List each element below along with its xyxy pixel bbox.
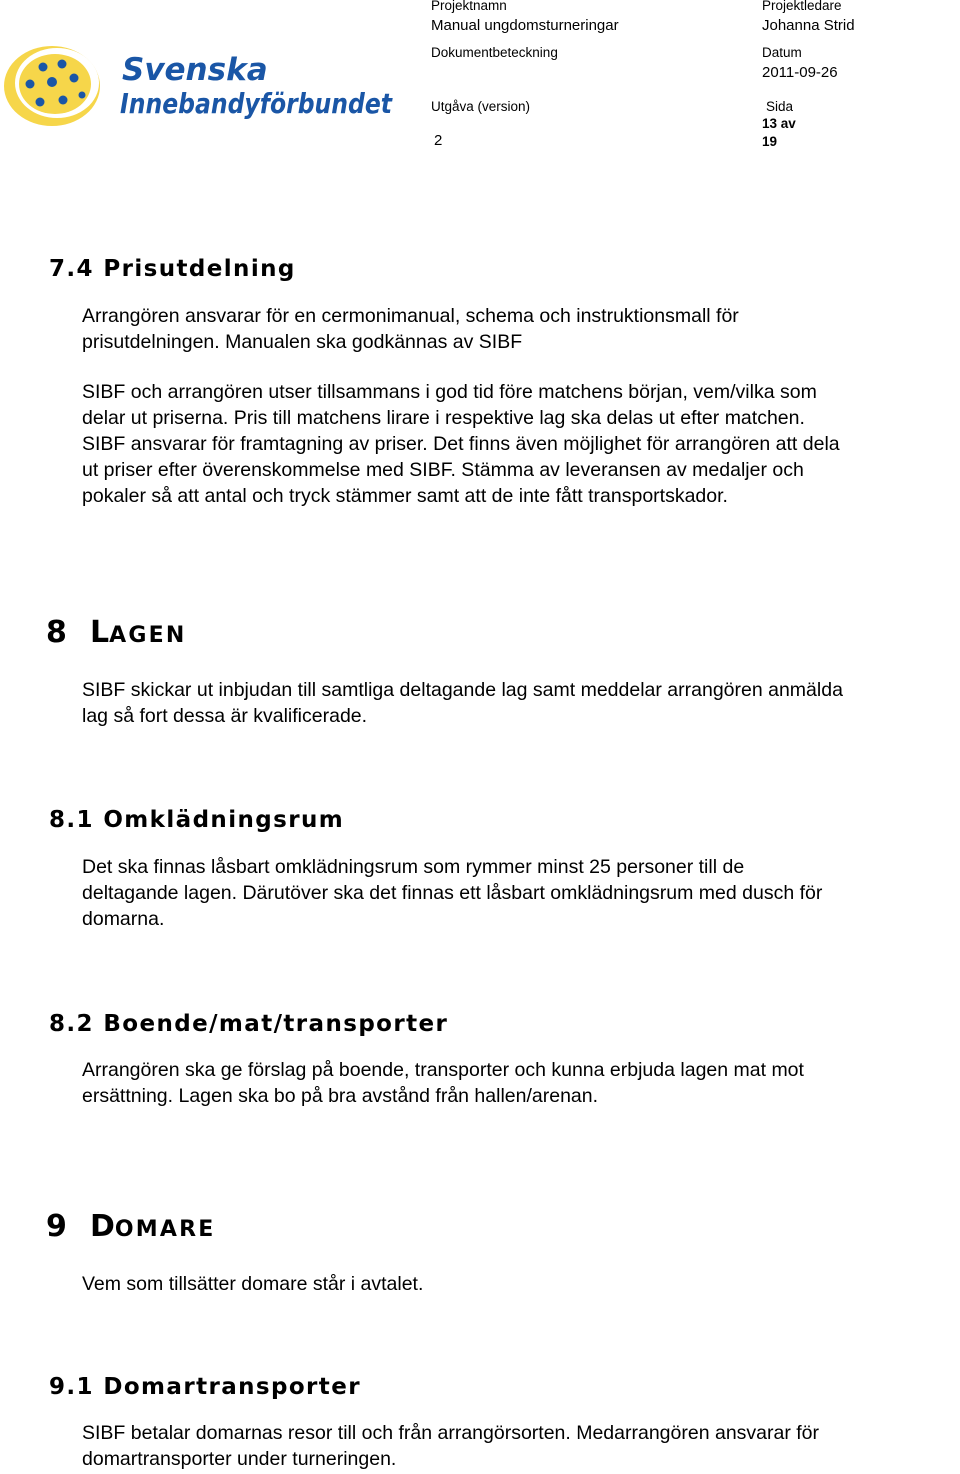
heading-number: 8 (46, 615, 67, 650)
text-line: domarna. (82, 908, 165, 930)
version-label: Utgåva (version) (431, 99, 531, 114)
text-line: pokaler så att antal och tryck stämmer samt att de inte fått transportskador. (82, 485, 728, 507)
paragraph-9 (82, 1271, 960, 1297)
project-lead-label: Projektledare (762, 0, 842, 13)
paragraph-9-1 (82, 1420, 960, 1472)
text-line: Arrangören ansvarar för en cermonimanual, schema och instruktionsmall för (82, 305, 739, 327)
heading-initial: D (90, 1209, 115, 1244)
text-line: Det ska finnas låsbart omklädningsrum som rymmer minst 25 personer till de (82, 856, 745, 878)
text-line: delar ut priserna. Pris till matchens lirare i respektive lag ska delas ut efter matchen. (82, 407, 805, 429)
text-line: lag så fort dessa är kvalificerade. (82, 705, 368, 727)
floorball-logo-icon (4, 46, 100, 126)
text-line: Arrangören ska ge förslag på boende, transporter och kunna erbjuda lagen mat mot (82, 1059, 804, 1081)
paragraph-7-4-a (82, 303, 960, 355)
text-line: SIBF ansvarar för framtagning av priser. Det finns även möjlighet för arrangören att dela (82, 433, 840, 455)
paragraph-8-2 (82, 1057, 960, 1109)
text-line: ersättning. Lagen ska bo på bra avstånd från hallen/arenan. (82, 1085, 599, 1107)
logo-text-svenska: Svenska (122, 52, 268, 88)
page-total: 19 (762, 134, 778, 149)
version-value: 2 (434, 132, 443, 149)
doc-ref-label: Dokumentbeteckning (431, 45, 558, 60)
project-name-label: Projektnamn (431, 0, 507, 13)
heading-8-lagen (46, 615, 186, 654)
logo-text-innebandyforbundet: Innebandyförbundet (120, 87, 394, 120)
text-line: domartransporter under turneringen. (82, 1448, 397, 1470)
text-line: SIBF betalar domarnas resor till och från arrangörsorten. Medarrangören ansvarar för (82, 1422, 820, 1444)
text-line: deltagande lagen. Därutöver ska det finnas ett låsbart omklädningsrum med dusch för (82, 882, 823, 904)
page-label: Sida (766, 99, 794, 114)
text-line: Vem som tillsätter domare står i avtalet. (82, 1273, 424, 1295)
paragraph-8-1 (82, 854, 960, 932)
date-value: 2011-09-26 (762, 64, 838, 81)
heading-8-1: 8.1 Omklädningsrum (49, 807, 345, 833)
heading-9-domare (46, 1209, 216, 1248)
text-line: ut priser efter överenskommelse med SIBF. Stämma av leveransen av medaljer och (82, 459, 804, 481)
heading-9-1: 9.1 Domartransporter (49, 1374, 361, 1400)
heading-7-4: 7.4 Prisutdelning (49, 256, 296, 282)
page-of: 13 av (762, 116, 796, 131)
paragraph-8 (82, 677, 960, 729)
project-lead: Johanna Strid (762, 17, 855, 34)
heading-initial: L (90, 615, 110, 650)
paragraph-7-4-b (82, 379, 960, 509)
heading-number: 9 (46, 1209, 67, 1244)
text-line: SIBF och arrangören utser tillsammans i god tid före matchens början, vem/vilka som (82, 381, 817, 403)
sibf-logo (0, 40, 400, 130)
heading-8-2: 8.2 Boende/mat/transporter (49, 1011, 449, 1037)
heading-rest: OMARE (114, 1217, 216, 1242)
text-line: prisutdelningen. Manualen ska godkännas av SIBF (82, 331, 523, 353)
project-name: Manual ungdomsturneringar (431, 17, 619, 34)
heading-rest: AGEN (109, 623, 187, 648)
text-line: SIBF skickar ut inbjudan till samtliga deltagande lag samt meddelar arrangören anmälda (82, 679, 843, 701)
date-label: Datum (762, 45, 802, 60)
